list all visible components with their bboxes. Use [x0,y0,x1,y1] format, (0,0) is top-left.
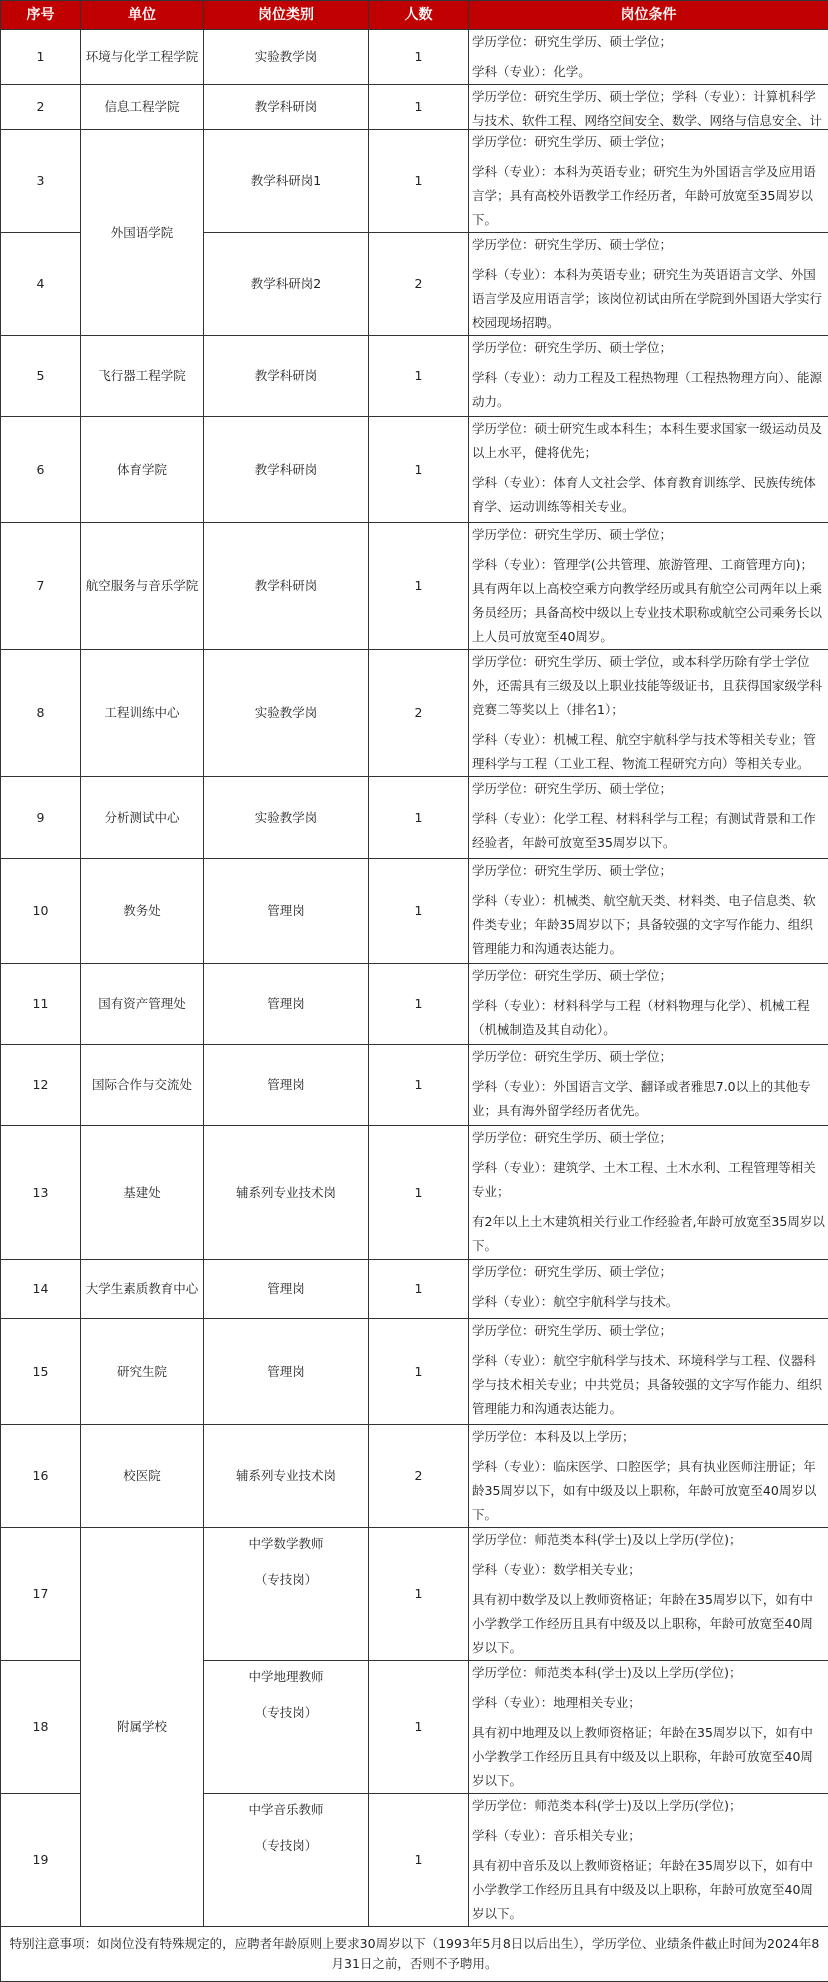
table-row [1,1045,828,1126]
note-row [1,1927,828,1982]
table-row [1,523,828,650]
row-count: 1 [369,859,469,964]
row-conditions [469,650,828,777]
condition-line: 有2年以上土木建筑相关行业工作经验者,年龄可放宽至35周岁以下。 [472,1210,825,1258]
row-category: 教学科研岗 [204,336,369,417]
condition-line: 学历学位：研究生学历、硕士学位； [472,1319,825,1343]
row-conditions [469,1126,828,1260]
condition-line: 学历学位：研究生学历、硕士学位； [472,777,825,801]
condition-line: 学科（专业）：地理相关专业； [472,1691,825,1715]
condition-line: 学历学位：研究生学历、硕士学位，或本科学历除有学士学位外，还需具有三级及以上职业技能等级证书，且获得国家级学科竞赛二等奖以上（排名1）； [472,650,825,722]
row-category [204,1528,369,1661]
row-conditions [469,30,828,85]
condition-line: 学历学位：研究生学历、硕士学位； [472,233,825,257]
row-conditions [469,1045,828,1126]
table-row [1,1260,828,1319]
row-category: 管理岗 [204,964,369,1045]
row-unit: 国有资产管理处 [81,964,204,1045]
row-unit: 校医院 [81,1425,204,1528]
row-count: 1 [369,1126,469,1260]
row-category: 教学科研岗 [204,523,369,650]
row-category: 管理岗 [204,1319,369,1425]
row-no: 13 [1,1126,81,1260]
row-count: 1 [369,523,469,650]
row-conditions [469,777,828,859]
row-category: 教学科研岗1 [204,130,369,233]
table-row [1,130,828,233]
category-type: （专技岗） [207,1568,365,1592]
row-no: 16 [1,1425,81,1528]
condition-line: 学科（专业）：本科为英语专业；研究生为外国语言学及应用语言学；具有高校外语教学工作经历者，年龄可放宽至35周岁以下。 [472,160,825,232]
category-title: 中学地理教师 [207,1665,365,1689]
condition-line: 学科（专业）：机械工程、航空宇航科学与技术等相关专业；管理科学与工程（工业工程、物流工程研究方向）等相关专业。 [472,728,825,776]
row-category: 管理岗 [204,859,369,964]
row-no: 8 [1,650,81,777]
row-conditions [469,964,828,1045]
row-unit: 工程训练中心 [81,650,204,777]
condition-line: 学历学位：研究生学历、硕士学位；学科（专业）：计算机科学与技术、软件工程、网络空间安全、数学、网络与信息安全、计 [472,85,825,129]
row-no: 2 [1,85,81,130]
condition-line: 学科（专业）：管理学(公共管理、旅游管理、工商管理方向)；具有两年以上高校空乘方向教学经历或具有航空公司两年以上乘务员经历；具备高校中级以上专业技术职称或航空公司乘务长以上人员可放宽至40周岁。 [472,553,825,649]
row-unit: 附属学校 [81,1528,204,1927]
row-count: 2 [369,233,469,336]
row-no: 15 [1,1319,81,1425]
condition-line: 学科（专业）：临床医学、口腔医学；具有执业医师注册证；年龄35周岁以下，如有中级及以上职称，年龄可放宽至40周岁以下。 [472,1455,825,1527]
row-conditions [469,1425,828,1528]
row-no: 1 [1,30,81,85]
row-no: 12 [1,1045,81,1126]
table-row [1,650,828,777]
header-unit: 单位 [81,1,204,30]
row-count: 1 [369,1661,469,1794]
condition-line: 学科（专业）：材料科学与工程（材料物理与化学）、机械工程（机械制造及其自动化）。 [472,994,825,1042]
condition-line: 具有初中音乐及以上教师资格证；年龄在35周岁以下，如有中小学教学工作经历且具有中级及以上职称，年龄可放宽至40周岁以下。 [472,1854,825,1926]
condition-line: 学科（专业）：化学。 [472,60,825,84]
condition-line: 学科（专业）：航空宇航科学与技术、环境科学与工程、仪器科学与技术相关专业；中共党员；具备较强的文字写作能力、组织管理能力和沟通表达能力。 [472,1349,825,1421]
table-row [1,417,828,523]
row-no: 9 [1,777,81,859]
condition-line: 学科（专业）：动力工程及工程热物理（工程热物理方向）、能源动力。 [472,366,825,414]
table-row [1,30,828,85]
row-count: 1 [369,336,469,417]
row-conditions [469,523,828,650]
condition-line: 学历学位：研究生学历、硕士学位； [472,130,825,154]
row-unit: 飞行器工程学院 [81,336,204,417]
row-conditions [469,1260,828,1319]
condition-line: 学历学位：研究生学历、硕士学位； [472,1045,825,1069]
row-no: 7 [1,523,81,650]
row-count: 1 [369,85,469,130]
row-no: 19 [1,1794,81,1927]
row-count: 1 [369,130,469,233]
row-conditions [469,859,828,964]
row-category: 实验教学岗 [204,30,369,85]
condition-line: 学历学位：研究生学历、硕士学位； [472,964,825,988]
row-conditions [469,85,828,130]
row-count: 2 [369,650,469,777]
condition-line: 学历学位：硕士研究生或本科生；本科生要求国家一级运动员及以上水平，健将优先； [472,417,825,465]
row-unit: 分析测试中心 [81,777,204,859]
condition-line: 学历学位：师范类本科(学士)及以上学历(学位)； [472,1794,825,1818]
condition-line: 学历学位：师范类本科(学士)及以上学历(学位)； [472,1528,825,1552]
condition-line: 学历学位：研究生学历、硕士学位； [472,1260,825,1284]
row-category: 教学科研岗 [204,85,369,130]
header-category: 岗位类别 [204,1,369,30]
row-conditions [469,233,828,336]
row-category: 教学科研岗 [204,417,369,523]
row-category [204,1661,369,1794]
table-row [1,85,828,130]
row-conditions [469,1528,828,1661]
row-category: 实验教学岗 [204,777,369,859]
condition-line: 学科（专业）：体育人文社会学、体育教育训练学、民族传统体育学、运动训练等相关专业。 [472,471,825,519]
row-conditions [469,417,828,523]
row-category: 管理岗 [204,1260,369,1319]
condition-line: 学科（专业）：化学工程、材料科学与工程；有测试背景和工作经验者，年龄可放宽至35周岁以下。 [472,807,825,855]
category-type: （专技岗） [207,1701,365,1725]
condition-line: 学历学位：研究生学历、硕士学位； [472,336,825,360]
row-category: 辅系列专业技术岗 [204,1425,369,1528]
condition-line: 学历学位：师范类本科(学士)及以上学历(学位)； [472,1661,825,1685]
condition-line: 学科（专业）：外国语言文学、翻译或者雅思7.0以上的其他专业；具有海外留学经历者优先。 [472,1075,825,1123]
category-type: （专技岗） [207,1834,365,1858]
row-no: 5 [1,336,81,417]
condition-line: 学历学位：本科及以上学历； [472,1425,825,1449]
header-row [1,1,828,30]
condition-line: 学科（专业）：机械类、航空航天类、材料类、电子信息类、软件类专业；年龄35周岁以下；具备较强的文字写作能力、组织管理能力和沟通表达能力。 [472,889,825,961]
table-row [1,964,828,1045]
row-unit: 基建处 [81,1126,204,1260]
table-row [1,336,828,417]
category-title: 中学音乐教师 [207,1798,365,1822]
table-row [1,1528,828,1661]
row-count: 1 [369,1528,469,1661]
condition-line: 学科（专业）：建筑学、土木工程、土木水利、工程管理等相关专业； [472,1156,825,1204]
row-count: 1 [369,30,469,85]
row-category [204,1794,369,1927]
condition-line: 学科（专业）：本科为英语专业；研究生为英语语言文学、外国语言学及应用语言学；该岗位初试由所在学院到外国语大学实行校园现场招聘。 [472,263,825,335]
row-unit: 环境与化学工程学院 [81,30,204,85]
row-unit: 信息工程学院 [81,85,204,130]
row-conditions [469,1794,828,1927]
category-title: 中学数学教师 [207,1532,365,1556]
condition-line: 学科（专业）：航空宇航科学与技术。 [472,1290,825,1314]
condition-line: 学历学位：研究生学历、硕士学位； [472,523,825,547]
row-unit: 国际合作与交流处 [81,1045,204,1126]
row-no: 14 [1,1260,81,1319]
row-unit: 研究生院 [81,1319,204,1425]
table-row [1,777,828,859]
row-count: 1 [369,777,469,859]
row-no: 11 [1,964,81,1045]
header-no: 序号 [1,1,81,30]
row-no: 4 [1,233,81,336]
row-no: 17 [1,1528,81,1661]
row-count: 1 [369,1260,469,1319]
row-no: 3 [1,130,81,233]
row-unit: 体育学院 [81,417,204,523]
table-row [1,1319,828,1425]
row-conditions [469,1319,828,1425]
row-count: 1 [369,1794,469,1927]
row-count: 1 [369,964,469,1045]
row-count: 1 [369,1045,469,1126]
row-category: 辅系列专业技术岗 [204,1126,369,1260]
condition-line: 学科（专业）：数学相关专业； [472,1558,825,1582]
row-count: 1 [369,417,469,523]
header-count: 人数 [369,1,469,30]
row-category: 实验教学岗 [204,650,369,777]
table-row [1,1126,828,1260]
condition-line: 学科（专业）：音乐相关专业； [472,1824,825,1848]
special-note: 特别注意事项：如岗位没有特殊规定的，应聘者年龄原则上要求30周岁以下（1993年5月8日以后出生），学历学位、业绩条件截止时间为2024年8月31日之前，否则不予聘用。 [1,1927,828,1982]
row-unit: 外国语学院 [81,130,204,336]
table-row [1,1425,828,1528]
row-no: 18 [1,1661,81,1794]
condition-line: 学历学位：研究生学历、硕士学位； [472,859,825,883]
table-row [1,859,828,964]
row-unit: 教务处 [81,859,204,964]
row-count: 2 [369,1425,469,1528]
condition-line: 学历学位：研究生学历、硕士学位； [472,1126,825,1150]
row-unit: 大学生素质教育中心 [81,1260,204,1319]
row-conditions [469,1661,828,1794]
condition-line: 具有初中地理及以上教师资格证；年龄在35周岁以下，如有中小学教学工作经历且具有中级及以上职称，年龄可放宽至40周岁以下。 [472,1721,825,1793]
row-no: 10 [1,859,81,964]
row-conditions [469,336,828,417]
condition-line: 学历学位：研究生学历、硕士学位； [472,30,825,54]
row-conditions [469,130,828,233]
header-conditions: 岗位条件 [469,1,828,30]
row-category: 管理岗 [204,1045,369,1126]
condition-line: 具有初中数学及以上教师资格证；年龄在35周岁以下，如有中小学教学工作经历且具有中级及以上职称，年龄可放宽至40周岁以下。 [472,1588,825,1660]
row-unit: 航空服务与音乐学院 [81,523,204,650]
row-count: 1 [369,1319,469,1425]
row-no: 6 [1,417,81,523]
row-category: 教学科研岗2 [204,233,369,336]
